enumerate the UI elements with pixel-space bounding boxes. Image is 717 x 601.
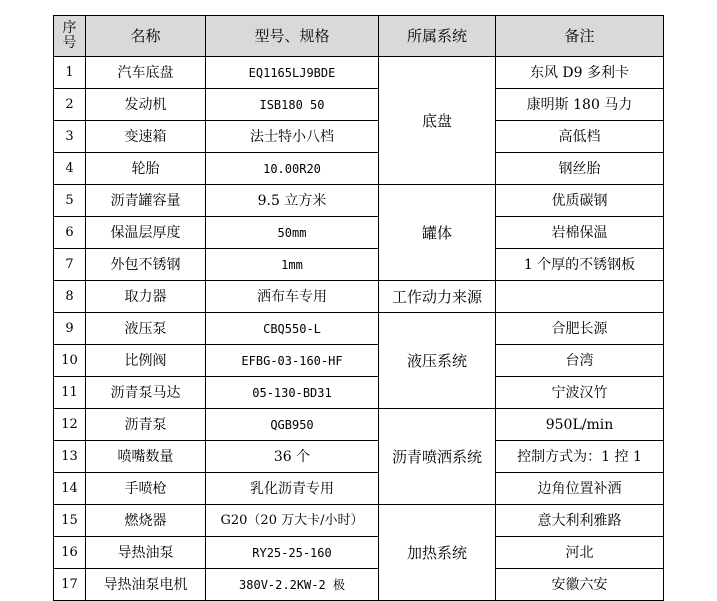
row-name: 汽车底盘 bbox=[86, 57, 206, 89]
row-remark: 1 个厚的不锈钢板 bbox=[496, 249, 664, 281]
row-model: RY25-25-160 bbox=[206, 537, 379, 569]
row-seq: 1 bbox=[54, 57, 86, 89]
table-row bbox=[54, 281, 664, 313]
system-spray: 沥青喷洒系统 bbox=[379, 409, 496, 505]
row-remark: 安徽六安 bbox=[496, 569, 664, 601]
header-remark: 备注 bbox=[496, 16, 664, 57]
row-name: 外包不锈钢 bbox=[86, 249, 206, 281]
row-remark: 康明斯 180 马力 bbox=[496, 89, 664, 121]
row-model: CBQ550-L bbox=[206, 313, 379, 345]
table-row bbox=[54, 217, 664, 249]
row-name: 轮胎 bbox=[86, 153, 206, 185]
row-seq: 3 bbox=[54, 121, 86, 153]
row-model: G20（20 万大卡/小时） bbox=[206, 505, 379, 537]
table-row bbox=[54, 153, 664, 185]
row-seq: 14 bbox=[54, 473, 86, 505]
row-seq: 13 bbox=[54, 441, 86, 473]
row-model: 9.5 立方米 bbox=[206, 185, 379, 217]
row-name: 比例阀 bbox=[86, 345, 206, 377]
row-model: 36 个 bbox=[206, 441, 379, 473]
header-seq-label: 序号 bbox=[62, 20, 77, 51]
row-name: 燃烧器 bbox=[86, 505, 206, 537]
table-row bbox=[54, 57, 664, 89]
system-tank: 罐体 bbox=[379, 185, 496, 281]
row-model: 05-130-BD31 bbox=[206, 377, 379, 409]
row-model: 法士特小八档 bbox=[206, 121, 379, 153]
header-system: 所属系统 bbox=[379, 16, 496, 57]
row-seq: 11 bbox=[54, 377, 86, 409]
table-row bbox=[54, 121, 664, 153]
header-name: 名称 bbox=[86, 16, 206, 57]
table-row bbox=[54, 185, 664, 217]
row-remark bbox=[496, 281, 664, 313]
row-name: 导热油泵电机 bbox=[86, 569, 206, 601]
table-row bbox=[54, 313, 664, 345]
row-name: 取力器 bbox=[86, 281, 206, 313]
header-row bbox=[54, 16, 664, 57]
row-remark: 岩棉保温 bbox=[496, 217, 664, 249]
row-model: ISB180 50 bbox=[206, 89, 379, 121]
spec-table-container bbox=[53, 15, 664, 601]
row-seq: 17 bbox=[54, 569, 86, 601]
row-remark: 高低档 bbox=[496, 121, 664, 153]
row-seq: 16 bbox=[54, 537, 86, 569]
row-name: 沥青罐容量 bbox=[86, 185, 206, 217]
row-remark: 台湾 bbox=[496, 345, 664, 377]
row-name: 保温层厚度 bbox=[86, 217, 206, 249]
table-row bbox=[54, 89, 664, 121]
row-remark: 意大利利雅路 bbox=[496, 505, 664, 537]
system-heating: 加热系统 bbox=[379, 505, 496, 601]
row-remark: 东风 D9 多利卡 bbox=[496, 57, 664, 89]
row-remark: 宁波汉竹 bbox=[496, 377, 664, 409]
row-name: 沥青泵 bbox=[86, 409, 206, 441]
system-chassis: 底盘 bbox=[379, 57, 496, 185]
table-row bbox=[54, 345, 664, 377]
row-model: EFBG-03-160-HF bbox=[206, 345, 379, 377]
row-model: 10.00R20 bbox=[206, 153, 379, 185]
table-row bbox=[54, 537, 664, 569]
row-seq: 10 bbox=[54, 345, 86, 377]
row-model: 洒布车专用 bbox=[206, 281, 379, 313]
table-row bbox=[54, 505, 664, 537]
row-seq: 9 bbox=[54, 313, 86, 345]
row-remark: 控制方式为：1 控 1 bbox=[496, 441, 664, 473]
row-seq: 15 bbox=[54, 505, 86, 537]
row-seq: 8 bbox=[54, 281, 86, 313]
system-hydraulic: 液压系统 bbox=[379, 313, 496, 409]
system-power: 工作动力来源 bbox=[379, 281, 496, 313]
table-row bbox=[54, 569, 664, 601]
row-name: 液压泵 bbox=[86, 313, 206, 345]
row-model: 50mm bbox=[206, 217, 379, 249]
row-seq: 7 bbox=[54, 249, 86, 281]
row-seq: 12 bbox=[54, 409, 86, 441]
row-name: 导热油泵 bbox=[86, 537, 206, 569]
row-remark: 950L/min bbox=[496, 409, 664, 441]
row-remark: 边角位置补洒 bbox=[496, 473, 664, 505]
row-model: 380V-2.2KW-2 极 bbox=[206, 569, 379, 601]
table-row bbox=[54, 249, 664, 281]
row-name: 喷嘴数量 bbox=[86, 441, 206, 473]
row-model: EQ1165LJ9BDE bbox=[206, 57, 379, 89]
row-name: 发动机 bbox=[86, 89, 206, 121]
row-remark: 钢丝胎 bbox=[496, 153, 664, 185]
row-name: 手喷枪 bbox=[86, 473, 206, 505]
table-row bbox=[54, 377, 664, 409]
row-name: 沥青泵马达 bbox=[86, 377, 206, 409]
row-remark: 河北 bbox=[496, 537, 664, 569]
row-model: 1mm bbox=[206, 249, 379, 281]
row-seq: 4 bbox=[54, 153, 86, 185]
table-row bbox=[54, 473, 664, 505]
spec-table bbox=[53, 15, 664, 601]
row-remark: 优质碳钢 bbox=[496, 185, 664, 217]
header-seq bbox=[54, 16, 86, 57]
table-row bbox=[54, 441, 664, 473]
row-model: 乳化沥青专用 bbox=[206, 473, 379, 505]
row-name: 变速箱 bbox=[86, 121, 206, 153]
row-remark: 合肥长源 bbox=[496, 313, 664, 345]
row-seq: 2 bbox=[54, 89, 86, 121]
table-row bbox=[54, 409, 664, 441]
row-seq: 6 bbox=[54, 217, 86, 249]
row-seq: 5 bbox=[54, 185, 86, 217]
row-model: QGB950 bbox=[206, 409, 379, 441]
header-model: 型号、规格 bbox=[206, 16, 379, 57]
